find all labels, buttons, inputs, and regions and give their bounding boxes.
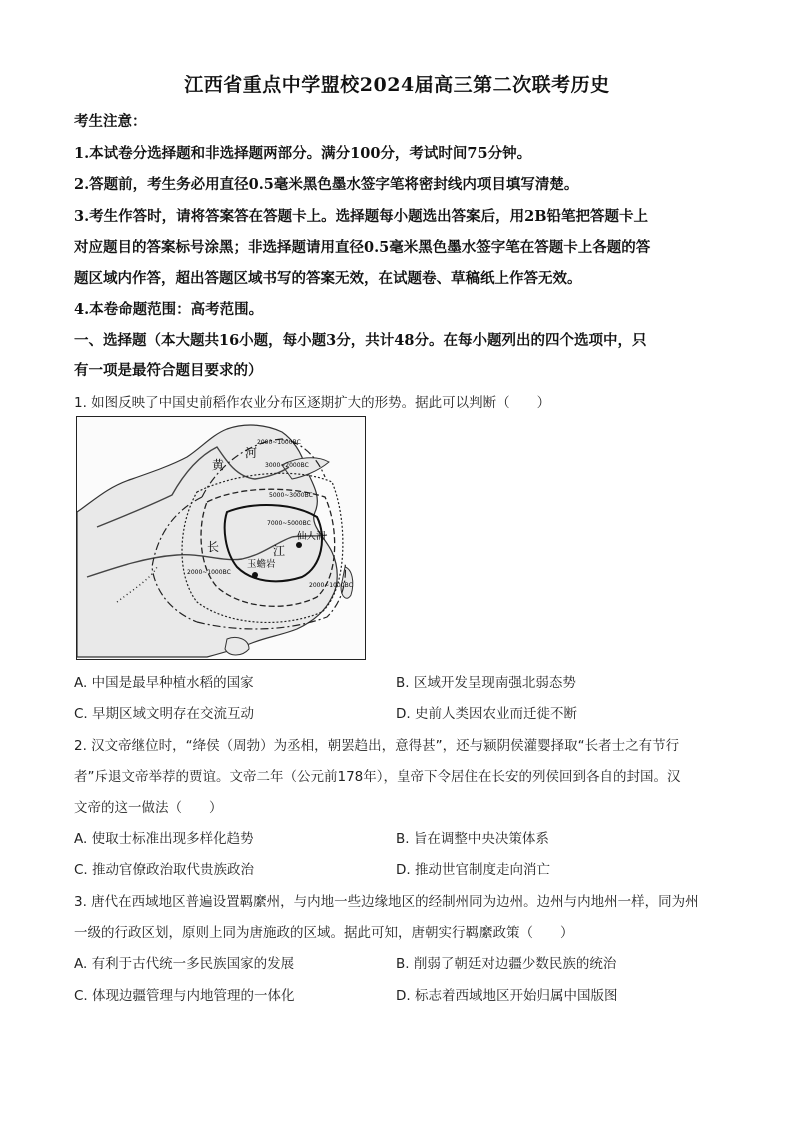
site-xianrendong xyxy=(296,542,302,548)
label-yuchanyan: 玉蟾岩 xyxy=(247,559,276,570)
label-xianrendong: 仙人洞 xyxy=(297,531,326,542)
label-period-2: 3000~2000BC xyxy=(265,462,309,469)
q3-option-c[interactable]: C. 体现边疆管理与内地管理的一体化 xyxy=(74,988,295,1004)
notice-item-1: 1.本试卷分选择题和非选择题两部分。满分100分，考试时间75分钟。 xyxy=(74,145,532,162)
q1-option-c[interactable]: C. 早期区域文明存在交流互动 xyxy=(74,706,255,722)
label-period-5: 2000~1000BC xyxy=(187,569,231,576)
q3-stem-line1: 3. 唐代在西域地区普遍设置羁縻州，与内地一些边缘地区的经制州同为边州。边州与内地州一样，同为州 xyxy=(74,894,699,910)
site-yuchanyan xyxy=(252,572,258,578)
notice-item-4: 4.本卷命题范围：高考范围。 xyxy=(74,301,264,318)
section-heading-line2: 有一项是最符合题目要求的） xyxy=(74,362,263,379)
label-chang: 长 xyxy=(207,540,220,554)
label-jiang: 江 xyxy=(273,544,286,558)
exam-title: 江西省重点中学盟校2024届高三第二次联考历史 xyxy=(184,74,610,96)
notice-item-2: 2.答题前，考生务必用直径0.5毫米黑色墨水签字笔将密封线内项目填写清楚。 xyxy=(74,176,579,193)
map-drawing xyxy=(77,417,365,659)
q1-option-a[interactable]: A. 中国是最早种植水稻的国家 xyxy=(74,675,254,691)
q3-option-b[interactable]: B. 削弱了朝廷对边疆少数民族的统治 xyxy=(396,956,617,972)
label-he: 河 xyxy=(245,446,258,460)
label-period-6: 2000~1000BC xyxy=(309,582,353,589)
label-period-3: 5000~3000BC xyxy=(269,492,313,499)
q1-option-d[interactable]: D. 史前人类因农业而迁徙不断 xyxy=(396,706,577,722)
q2-stem-line1: 2. 汉文帝继位时，“绛侯（周勃）为丞相，朝罢趋出，意得甚”，还与颍阴侯灌婴择取“长者士之有节行 xyxy=(74,738,680,754)
notice-heading: 考生注意： xyxy=(74,113,147,130)
notice-item-3: 3.考生作答时，请将答案答在答题卡上。选择题每小题选出答案后，用2B铅笔把答题卡上 xyxy=(74,208,648,225)
q2-option-d[interactable]: D. 推动世官制度走向消亡 xyxy=(396,862,550,878)
q2-option-c[interactable]: C. 推动官僚政治取代贵族政治 xyxy=(74,862,255,878)
label-period-4: 7000~5000BC xyxy=(267,520,311,527)
label-period-1: 2000~1000BC xyxy=(257,439,301,446)
q1-stem: 1. 如图反映了中国史前稻作农业分布区逐期扩大的形势。据此可以判断（ ） xyxy=(74,395,551,411)
q2-option-b[interactable]: B. 旨在调整中央决策体系 xyxy=(396,831,549,847)
notice-item-3-cont-1: 对应题目的答案标号涂黑；非选择题请用直径0.5毫米黑色墨水签字笔在答题卡上各题的答 xyxy=(74,239,651,256)
q3-option-d[interactable]: D. 标志着西域地区开始归属中国版图 xyxy=(396,988,618,1004)
section-heading-line1: 一、选择题（本大题共16小题，每小题3分，共计48分。在每小题列出的四个选项中，只 xyxy=(74,332,647,349)
notice-item-3-cont-2: 题区域内作答，超出答题区域书写的答案无效，在试题卷、草稿纸上作答无效。 xyxy=(74,270,582,287)
q2-stem-line3: 文帝的这一做法（ ） xyxy=(74,800,223,816)
q2-stem-line2: 者”斥退文帝举荐的贾谊。文帝二年（公元前178年），皇帝下令居住在长安的列侯回到各自的封国。汉 xyxy=(74,769,681,785)
q3-stem-line2: 一级的行政区划，原则上同为唐施政的区域。据此可知，唐朝实行羁縻政策（ ） xyxy=(74,925,574,941)
label-huang: 黄 xyxy=(212,458,225,472)
q3-option-a[interactable]: A. 有利于古代统一多民族国家的发展 xyxy=(74,956,295,972)
q1-option-b[interactable]: B. 区域开发呈现南强北弱态势 xyxy=(396,675,576,691)
q2-option-a[interactable]: A. 使取士标准出现多样化趋势 xyxy=(74,831,254,847)
rice-distribution-map xyxy=(76,416,366,660)
